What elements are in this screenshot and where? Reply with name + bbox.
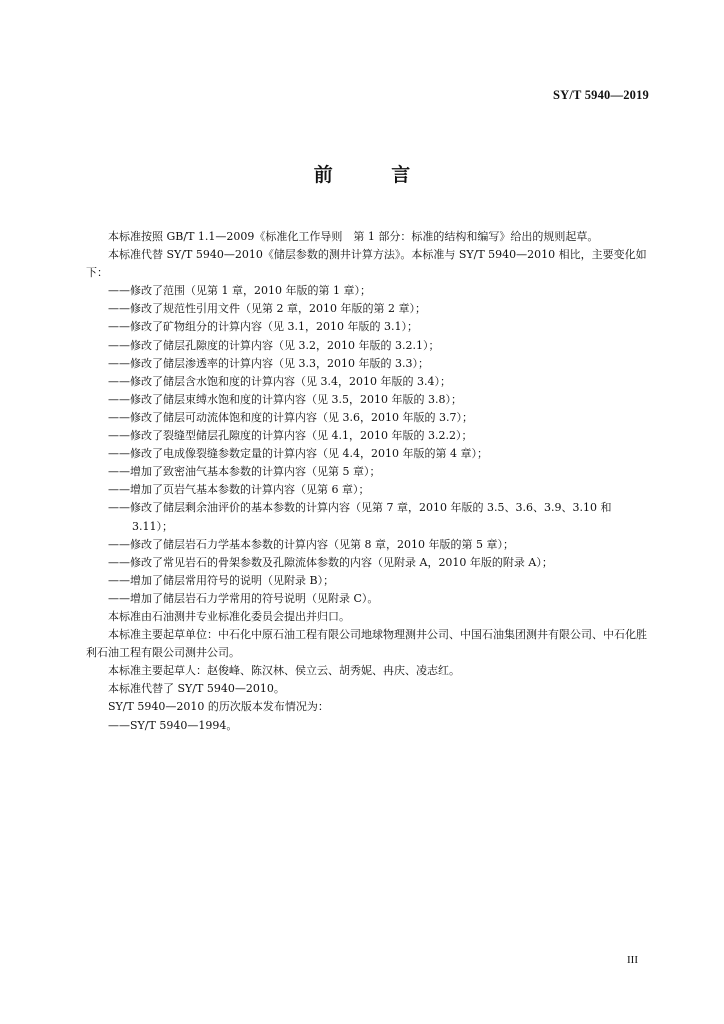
change-item: ——修改了矿物组分的计算内容（见 3.1，2010 年版的 3.1）； <box>108 320 418 334</box>
change-item: ——修改了常见岩石的骨架参数及孔隙流体参数的内容（见附录 A，2010 年版的附录 A）； <box>108 555 553 569</box>
paragraph-proposer: 本标准由石油测井专业标准化委员会提出并归口。 <box>108 609 350 623</box>
change-item: ——修改了储层束缚水饱和度的计算内容（见 3.5，2010 年版的 3.8）； <box>108 392 462 406</box>
standard-code: SY/T 5940—2019 <box>553 88 649 102</box>
paragraph-drafting-rules: 本标准按照 GB/T 1.1—2009《标准化工作导则 第 1 部分：标准的结构和编写》给出的规则起草。 <box>108 230 599 243</box>
history-item: ——SY/T 5940—1994。 <box>108 718 238 732</box>
change-item: ——修改了规范性引用文件（见第 2 章，2010 年版的第 2 章）； <box>108 302 426 316</box>
change-item: ——修改了范围（见第 1 章，2010 年版的第 1 章）； <box>108 284 371 298</box>
paragraph-replacement: 本标准代替 SY/T 5940—2010《储层参数的测井计算方法》。本标准与 SY/T 5940—2010 相比，主要变化如下： <box>86 248 647 280</box>
change-item: ——修改了裂缝型储层孔隙度的计算内容（见 4.1，2010 年版的 3.2.2）； <box>108 429 473 443</box>
change-item: ——修改了储层含水饱和度的计算内容（见 3.4，2010 年版的 3.4）； <box>108 374 451 388</box>
paragraph-drafting-units: 本标准主要起草单位：中石化中原石油工程有限公司地球物理测井公司、中国石油集团测井有限公司、中石化胜利石油工程有限公司测井公司。 <box>86 628 647 660</box>
paragraph-replaces: 本标准代替了 SY/T 5940—2010。 <box>108 682 285 696</box>
change-item: ——修改了储层剩余油评价的基本参数的计算内容（见第 7 章，2010 年版的 3.5、3.6、3.9、3.10 和 3.11）； <box>108 501 612 533</box>
change-item: ——增加了页岩气基本参数的计算内容（见第 6 章）； <box>108 483 370 497</box>
change-item: ——增加了致密油气基本参数的计算内容（见第 5 章）； <box>108 465 381 479</box>
page-number: III <box>627 954 638 966</box>
change-item: ——修改了储层孔隙度的计算内容（见 3.2，2010 年版的 3.2.1）； <box>108 338 440 352</box>
change-item: ——修改了储层岩石力学基本参数的计算内容（见第 8 章，2010 年版的第 5 章）； <box>108 537 514 551</box>
change-item: ——修改了电成像裂缝参数定量的计算内容（见 4.4，2010 年版的第 4 章）； <box>108 447 488 461</box>
change-item: ——增加了储层常用符号的说明（见附录 B）； <box>108 573 335 587</box>
page-title: 前 言 <box>313 164 437 186</box>
change-item: ——修改了储层渗透率的计算内容（见 3.3，2010 年版的 3.3）； <box>108 356 429 370</box>
change-item: ——增加了储层岩石力学常用的符号说明（见附录 C）。 <box>108 591 379 605</box>
foreword-body <box>86 228 650 735</box>
change-item: ——修改了储层可动流体饱和度的计算内容（见 3.6，2010 年版的 3.7）； <box>108 410 473 424</box>
paragraph-drafters: 本标准主要起草人：赵俊峰、陈汉林、侯立云、胡秀妮、冉庆、凌志红。 <box>108 664 460 678</box>
paragraph-history-heading: SY/T 5940—2010 的历次版本发布情况为： <box>108 700 329 714</box>
